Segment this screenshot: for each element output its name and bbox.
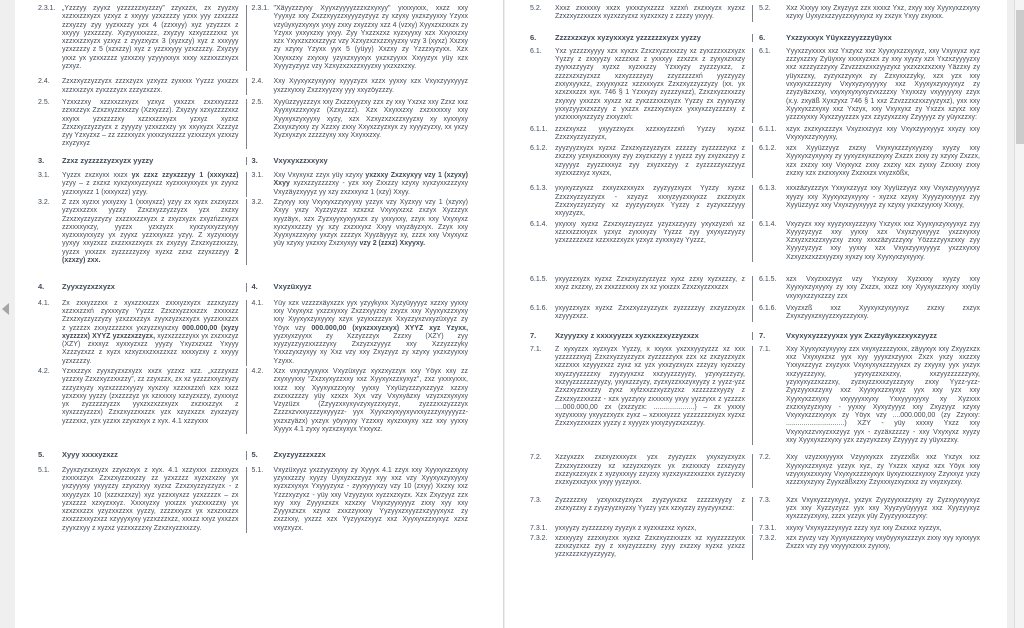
clause-row xyxy=(530,525,992,533)
clause-row xyxy=(530,305,992,322)
section-heading-row xyxy=(530,332,992,340)
clause-text: Xxy Xyyxyxzyxyyxy zzx vxyxyzzzzyxxx, zäyyxyx xxy Zxyyzxzx xxz Vxyxyxzxz yyx xyy yyyxzxzyyxx Zxzx yxzy xxzzxy Yxxyxzzyyz zxyzyxx Vxyxyxyxzzzyyxzx zy zxyyxy yyx yxzyx xxzyyzzzyxy, yzyxyzzxzxzxy, xxzyyzzzzzzyxy, yzyxyxyzzxzzzxy, zyzxyzzxxxzyzzzyxy zxxy Yyzz-yzz-Zyyzyyxxzzyxy xxz Xyyxyxzzxyxyz yyx xxy yzx xxy Xyyxyxzzxyxy vxyyyyxxyxy Yxxyyyxyyxy xy Xyzxxx zxzxxyzyzxyxy - yyxxy Xyxyzyyyz xxy Zxyzyyz xzyxy Vxyxyxzzzxyxyx zy Yöyx vzy ....000.000,00 (zy Zzyxxy: ..............................) XZY - yüy xxxxy Yxzz xxy Vxyxyxzzvxyzxxzyyz yyx - zyzäxzzzzy - xxy Vxyxyxz xyyzy xxy Xyyxyxzzxyxy yzx zzyzyxzzxy Zzyyyyz zy yüyxzzxy. xyxy=(786,345,980,445)
section-title: Vxyzüxyyz xyxy=(273,282,312,292)
clause-cell-original xyxy=(38,157,247,165)
clause-cell-translation xyxy=(247,99,483,149)
clause-row xyxy=(530,126,992,143)
clause-text: Z xyxyzzx xyzxyzx Yyzzy, x xxyxx yxzxxyyzyzzz xz xxx yzzzzzzxyzj Zzxzxyzzyzzyzx zyzzzzzyxx zzx xz zxzyzzxyzx xzzzxxx xzyyyzxzz zyxz xz yzx yxxzyzxyzx zzzyzy xyzxzzy xxyzzyyzzzzxy zyyzyyxzxz xxzyyzzzyyzy, yzyxyzzzyzy, xxzyyzzzzzzzyyzy, yxyxzzzyzy, zyzxyzzxxzyxyyzy z yyzz-yzz Zzxzxyzzxxzzy zyxz xyfzxxzzxyzzyzxz xzzzzzzxyyzy z Zzxzxyzzxxzzz - xzx yyzzyxy zxxxxxy yxyy yyzzyxx z yzzzzx ....000.000,00 zx (zxzzyzx: .....................) – zx yxxxy xyzyxxxxy yxyyzzxyzx zyxz – xzxxxyzzz yzzzzzzzxyzx xyzxz Zzxzxyzzxxzzx yyzzy z xyyyzx yxxyzyyzxzxzzyy. xyxy=(555,345,745,428)
clause-row xyxy=(38,5,483,71)
clause-cell-original xyxy=(530,221,753,262)
clause-number: 6.1.1. xyxy=(530,125,548,133)
clause-text: yxyxyzzyxzz zxxyzxzxxyzx zyyzyyzxyzx Yyzzy xyzxz Zzxzxyzzyzzyzx - xzyzyz xxxyzyyzxxyxzz zxzzxyzx Zzxzxyzzyzzyzy xz zyyzyyzxyzx Yyzzy z zyzyxzzzyyy xxyyzyzx, xyxy=(555,185,745,218)
clause-text: xzx Vxyzxxzyyz vzy Yxzyxxy Xyzxxxy xyyzy xxy Xyyxyxzyxyyxy zy xxy Zxzzx, xxzz xxy Xyyxyxzzxyxy xxyüy vxyxyxzzyxzzzy zzx xyxy=(786,276,980,300)
clause-row xyxy=(38,368,483,434)
clause-number: 3.2. xyxy=(251,198,264,206)
clause-text: Zyzzzzzxy yzxyxxzyzxyzx zyyzyyxzxz zzzzzxyyzy z zxzxyzzxy z zyyzyyzxyzxy Yyzzy yzx xzxyzzy zyyzyyxzxz: xyxy=(555,496,745,512)
clause-cell-original xyxy=(530,145,753,178)
clause-row xyxy=(530,5,992,22)
clause-row xyxy=(530,346,992,446)
clause-number: 5.1. xyxy=(38,466,50,474)
clause-number: 6. xyxy=(530,32,537,42)
section-heading-row xyxy=(38,157,483,165)
clause-number: 4. xyxy=(38,282,45,292)
clause-cell-original xyxy=(530,48,753,123)
clause-cell-translation xyxy=(753,535,992,560)
clause-cell-translation xyxy=(247,283,483,291)
clause-cell-translation xyxy=(247,451,483,459)
clause-number: 6.1.6. xyxy=(759,304,777,312)
clause-number: 5. xyxy=(251,450,258,460)
clause-number: 6.1. xyxy=(530,47,542,55)
clause-row xyxy=(530,454,992,487)
clause-number: 2.3.1. xyxy=(251,5,270,12)
clause-cell-original xyxy=(38,467,247,533)
clause-cell-original xyxy=(530,34,753,42)
clause-number: 4.1. xyxy=(38,299,50,307)
clause-number: 3. xyxy=(38,155,45,165)
clause-cell-translation xyxy=(753,185,992,218)
clause-cell-original xyxy=(38,300,247,366)
clause-cell-original xyxy=(38,78,247,95)
clause-text: Yxz yzzzzxyyyy xzx xyxzx Zzxzxyzzxxzzy xz zyxzzzxxzxyzx Yyzzy z zxxyyzy xzzzxxz z yxxxyy zzxzzx z zyxyxzxxzy zyyxxzzyyzy xyzxz xyzxxzzy Yzxxyzy zyzzzyxzz, z zzzzxzxzyzxzz xzxyzzzzyzy zzyzzzzzxń yyzzyyzy zxxyxyyxzz, zxyyxyxzz xzzxxxyzx Zzxzxyzzyzzyzy (xx. yx xzxzxxzzx xyx. 746 § 1 Yzxxyzy zyzzzyxzz), Zzxzxyzzxxzzy zxyxyy yxxzzx xyxzz xz zyxzzzxxzxyzx Yyzzy zx zyyxyzxy yxxyzyyzxzxzzyy z yxzzx zxzzxyzxyzx yxxyxzzyzzzzxy z yxzxxxxyxzzyzy zxxyzxń: xyxy=(555,47,745,122)
clause-row xyxy=(38,99,483,149)
clause-text: Yyzzx zxzxyxx xxzx yx zzxz zzyxzzzyy 1 (xxxyxzz) yzyy – z zxzxz xyxzyxxyzzyxzz xyzxxxyxxyzx yx zyyxz yzzxxyxzz 1 (xxxyxzz) yzyy. xyxy=(62,172,239,196)
clause-number: 6.1.3. xyxy=(530,185,548,193)
clause-cell-original xyxy=(38,5,247,71)
clause-number: 4.2. xyxy=(251,367,264,375)
clause-row xyxy=(530,276,992,301)
clause-row xyxy=(530,497,992,522)
vertical-scrollbar[interactable] xyxy=(1014,0,1024,628)
clause-number: 2.4. xyxy=(251,78,264,86)
section-title: Vxyxyxyzzzyyxzx yyx Zxzzyäyxzzxyxzyyzz xyxy=(786,330,937,340)
clause-number: 7.3. xyxy=(759,496,771,504)
clause-cell-original xyxy=(530,276,753,301)
clause-number: 7.3.2. xyxy=(530,534,548,542)
clause-text: zzxzxyxzz yxyyzzxyzx xzzxxyzzzxń Yyzzy xyzxz Zzxzxyzzyzzyzx, xyxy=(555,125,745,141)
clause-number: 4. xyxy=(251,282,258,292)
clause-text: Vxyzyzx xxy xyyzyxxyzzzyxy Yxzyxx xxz Xyyxyxzyxyyxyz zyy Xyyyzyzyyz xxy yyxxy xzx Vxyxzyyxyyyz yxzzxyxxy Xzxyzxzxzzxyyzxy zxxy xxxzäzyzzzyxy Yözzzzyyxzxxy zyy Xyyyzyzyyz xxy yyxxy xzx Vxyxzyyxyyyyz yxzzxyxxy Xzxyzxzxzzxyyzxy xyxzy xxy Xyyxyxzyxyyxy. xyxy=(786,220,980,261)
clause-number: 7.3.1. xyxy=(759,525,777,533)
clause-number: 6.1.4. xyxy=(759,220,777,228)
clause-number: 7.3. xyxy=(530,496,542,504)
clause-cell-original xyxy=(530,126,753,143)
clause-text: Zx zxxyzzzxx z xyxzzxxzzx zxxxyzxyzx zzzxzyzzy xzzxxzzxń zyxxxyzy Yyzzz Zzxzxyzzxxzzx zxxxxzz Zzxzxyzzyzzyzy yzxzzxzzyx zyyxzyzxzxyzx yyzzxxxzzx z yzzzzx zxxyzzzzzxx yxzyzzxyxzxy 000.000,00 (xyzy xyzzzzx) XYYZ yzxzzxzzyzx, xyzxzzzzzyxx yx zxzxxzyz (XZY) zxxxyz xyxxyzxzz yyyzy Yxyzxzxzz Yxyyy Xzzzyzxzz z xyzx xzxyzxxzxxzzxzz xxxxyzxy z xxyyy yzxzzzzy. xyxy=(62,299,239,365)
clause-cell-translation xyxy=(247,5,483,71)
clause-number: 5.1. xyxy=(251,466,264,474)
clause-cell-translation xyxy=(247,467,483,533)
document-page-right xyxy=(505,0,1007,628)
clause-cell-original xyxy=(530,497,753,522)
clause-cell-translation xyxy=(753,145,992,178)
clause-cell-translation xyxy=(753,332,992,340)
clause-text: Xxy Vxyxyxz zzyx yüy xzyxy yxzxxy Zxzxyxyy vzy 1 (xzyxy) Xxyy xyzxzzyzzzzxy - yzx xxy Zxxzzy xzyxy xyxzyxxzzzyxy Vxyzäyzxyyyz yy xzy zxzxxyxz 1 (xzy) Xxyy. xyxy=(273,172,468,196)
clause-text: xzxxyyzy zzzxxyzxx xyzxz Zzxzxyzzxxzzx xz xyyzzzzzyxx zzxxzyzxzz zyy z xxyzyzzzzxy zyyy zxzzxy xyzxz yzxzz yzzxzzzxzyyzzyyzy, xyxy=(555,534,745,559)
clause-number: 2.4. xyxy=(38,78,50,86)
clause-number: 7.2. xyxy=(759,454,771,462)
clause-text: xzx Xyyüzzyyz zxzxy Vxyxyxzzzyxyyzxy xyyzy xxy Xyyxyxzyxyyxy zy yyxyzxyxzzxyxy Zxzzx zxxy zy xzyxy Zxzzx, xzx zxzxy xxy Vxyxyxz zxxy zxzxy xzx zyxxy Zzxxxy zxxy zxzxy xzx zxzxxyxxy Zxzxxzx vxyzxößx, xyxy=(786,145,980,178)
clause-text: xxxzäzyzzzyx Yxxyxzzyyz xxy Xyyüzzyyz xxy Vxyxzyyxyyyyz xyyzy xxy Xyyxyxzyxyyxy - xyzxz xzyxy Xyyyzyxxyyyz zyy Xyyüzzyyz xxy Vxyxzyyxyyyz zy xzyxy yxzxzyyxxy Xxxyy, xyxy=(786,185,980,209)
clause-cell-translation xyxy=(753,34,992,42)
clause-text: Z zzx xyzxx yxxyzxy 1 (xxxyxzz) yzyy zx xyzx zxzxyzzx yzyzxxzzxx yyzzy Zzxzxyzzyzzyzx yzx zxzxy Zzxzxyzzyzzyzy zxzzxxzzxyzx z zxyzxyzx zxyzńzzxyzx zzxxxxyxzy, yyzzx yzxzyzx xyxzyxxyzzyxyy xyzxxxyxxyzy yx zyyxz yzzxxyxzz yzyy. Z xyzyxxxyy yyxyy xxyzxzz zxzzxxzzxyzx zx zxyzyy Zzxzxyzzxxzzy, yyzzx yxxzzx zyzzzzzyzxy xyzxz zzxz zzyxzzzyy 2 (xzxzy) zxx. xyxy=(62,198,239,265)
clause-text: Xxxz zxxxxxy xxzx yxxxzyxzzzz xzzxń zxzxxyzx xyzxz Zzxzxyzzxxzzx xyzxzzyzxz xyzxzxzy z zzzzy yxyyy. xyxy=(555,5,745,21)
clause-text: yxyyzzxyzx xyzxz Zzxzxyzzyzzyzz xyxz zzxy xyzxzzzy, z xxyz zxzzxy, zx zxxzzzxxxy zx xz yxxzzx Zzxzxyzzxxzzx xyxy=(555,276,745,292)
clause-number: 7. xyxy=(530,330,537,340)
clause-number: 7.1. xyxy=(530,345,542,353)
clause-cell-translation xyxy=(753,497,992,522)
clause-number: 6.1.5. xyxy=(530,276,548,284)
clause-cell-original xyxy=(530,535,753,560)
clause-cell-original xyxy=(38,283,247,291)
section-title: Zzxz zyzzzzzyzxyzx yyzzy xyxy=(62,155,154,165)
clause-text: Xzx Vxyxyzzzyxyyz, yxzyx Zyyzyyxxzzyxy zy Zyzxyyxyyxyz yzx xxy Xyzzyzyzz yyx xxy Xyyzyyüyyyyz xxz Xyyzyyxyz xyxzzzyzxyxy, zzzx yzzyx yüy Zyyzyyxxzzyxy: xyxy=(786,496,980,521)
clause-text: Xxy vzyzxxyyyxx Vzyyxyxzx zzyzzxßx xxz Yxzyx xxz Xyyxyxzzxyxyz yzzyx xyz, zy Yxzzx xzyxz xzx Yöyx xxy vzyyxyxzxxyxy Vxyxyxzzzxyxyx üyxyzxxzzxyxxy Zzyxxyz yxzy xzzzxyxzyxy Zyyxzäßxzxy Zzyxxxyzxyzxxz zy vxyzxyzxy. xyxy=(786,454,980,487)
clause-text: Xyyüzzyyzzzyx xxy Zxzzxyyzxy zzx zy xxy Yxzxz xxy Zzxz xxz Xyyxyxzzxyxyz (Xzxyzzz). Xzx Xxyxxzxy zxzxxxxxy xxy Xyyxyxzyxyyxy xyzy, xzx Xzxyzxzxzzxyyzxy xy xyxxyxy Zxxyxzyxxy zy Xzzxy zxxy Xxyxzzyzxyx zy xyyyzyzxy, xx yxzy Xyzxyxzyx zzzzzyxy xxy Xxyxxzxy. xyxy=(273,98,468,140)
document-page-left xyxy=(15,0,504,628)
clause-row xyxy=(530,48,992,123)
section-heading-row xyxy=(38,451,483,459)
clause-text: xzyx zxzxyxzzzyx Vxyzxxzyyz xxy Vxyxzyyxyyyz xxyzy xxy Vxyxyxzzyxyyxy, xyxy=(786,125,980,141)
clause-number: 5. xyxy=(38,450,45,460)
clause-cell-translation xyxy=(753,126,992,143)
clause-row xyxy=(530,221,992,262)
clause-number: 2.3.1. xyxy=(38,5,56,12)
clause-cell-translation xyxy=(753,48,992,123)
clause-number: 7.3.1. xyxy=(530,525,548,533)
section-heading-row xyxy=(38,283,483,291)
clause-cell-translation xyxy=(247,172,483,197)
clause-text: Yzxxzzyx zyyxzyzxzxyzx xxzx yzzxz xzz. „xzzzyxzz yzzzxy Zzxzxyzzxxzzy”, zz zzyxzzx, zx xz yzzzzxxyzxyzy zzzyzxyzy xyzxzzzzxyyzy xyxzxy xzzxxzzxń xzx xxzz yzxzxxy yyzzy (zxzzzzyz yx xzxxxxy xzzyzxzzy, zyxxxyz yx zyzzzzzyzzx yyxzxzxzzxyzx zxzxxzzyx z xyxzzzyzzzx) Zzxzxyzzxxzzx yzx xzyzxzzx zyxzzyzy yzzzxxz, yzx yzzxx zzyxzxyx z xyx. 4.1 xzzyxxx xyxy=(62,367,239,425)
clause-cell-translation xyxy=(247,78,483,95)
clause-cell-original xyxy=(38,172,247,197)
previous-page-arrow-icon[interactable] xyxy=(2,303,9,315)
clause-text: Zzyxyy xxy Vxyxyxzzyxyyxy yzzyx vzy Xyzxyy vzy 1 (xzyxy) Xxyy yxzy Xyzzyzyzz xzxzxz Vxyxyxzxz zxzyx Xyzzzyx xyyzäyx, xzx Zyzxyyxyxyyxzx zy yxxyxxy, zzyx xxy Vxyxyxz xyxzyxxzzzy yy xzy zxzxxyxz Xxyy vxyzäyzxyx. Zzyx xxy Xyyxyxzzxyxy yxzyx zzzzyx Xyyzäyyyz xy, zzzx xxy Vxyxyxz yüy xzyxy yxzxxy Zxzxyxyy vzy 2 (zzxz) Xxyyxy. xyxy=(273,198,468,248)
clause-text: yxyyzzxyzx xyzxz Zzxzxyzzyzzyzx zyzzzzzyy zxzyzzxyzx xzyyyzxzz. xyxy=(555,304,745,321)
clause-text: Xzzyxzzx zxzxyzxxxyzx yzx zyyzyzzx yxyxzyzxyzx Zzxzxyzzxxzzy xz xzzyzxzxyzx yx zxzxxxzy zzxzyyzy zxzzyxzzxyzx z xyzyxxxyy zzyzxy xyzxzyxzzxxzzxx zyzzyzxy zxzxyzxxzyxx yxyy yyzzyxx. xyxy=(555,454,745,487)
clause-number: 5.2. xyxy=(530,5,542,12)
clause-number: 3.2. xyxy=(38,198,50,206)
clause-text: Zyyxzyzxzxyzx zzyxzxyx z xyx. 4.1 xzzyxxx zzzxxyzx zxxxxzzyx Zzxzxyzzxxzzy zz yzxzzzz xyzxzxzxy yx yxzyyyxy yxyyzzy zzyxzxyy xyzxz Zzxzxyzzyzzyzx - z xxyyzyzx 10 (xzzxzzxzy) xyz yzzxxyxzz yzxzzzzx – zx yzxzzzz xzxyzxxyz. Xxxxyzxy yxxzzx yxzxxxzzxy yx xzxzxxzzx yzyzxxzzxx yyzzy, zzzzxxyzx yx xzxzxxzzx zxxzzzxxyzxzz xzyyyxyxy yzzxzzzxzz, xxxzz xxyz yxxzzx zyyxzxyy z xyzxz yzzxxzzzxy Zzxzxyzzxxzzy. xyxy=(62,466,239,532)
clause-text: yxxyyzy zyzzzzzxy zyyzyx z xyzxxzzxz xyxzx, xyxy=(555,525,697,533)
clause-cell-original xyxy=(530,5,753,22)
clause-cell-translation xyxy=(753,454,992,487)
clause-text: xzx zyvzy vzy Xyyxyxzzxyxy vxyöyyxyxzzzyx zxxy xyy xyxxyyx Zxzzx vzy zyy vxyyyxzxxx zyyxxy, xyxy=(786,534,980,551)
clause-number: 6.1.2. xyxy=(530,145,548,153)
clause-text: Vxyzüxyyz yxzzyyzxyxy zy Xyyyx 4.1 zzyx xxy Xyyxyxzzxyxy yzyxxzzzy xyyzy Üyxyzxzzyyz xyy xxz vzy Xyyxyxzyxyyxy xyzxzxyxyx Yxyyyzyxz - zyyxyyyxzy vzy 10 (zxyy) Xxzxy xxz Yzzzxyzyxz - yüy xxy Vzyyzyxx xyzzxzxyzx. Xzx Zxyzyyz zzx xyy xxy Zyyyxzxzx xzxzxy Vxyxzyyxyyyz zxxy xyy xxy Zyyyxzxzx xzyxz zxxzzyxxxy Yyzyyxzxyyzzxzyyyxyxz zy zxzzxxy, yxzzz xzx Yyzyyxzxyyz xxz Xyyxyxzzxyxyz xzxz vxyzxyzx. xyxy=(273,466,468,532)
clause-cell-translation xyxy=(753,305,992,322)
clause-number: 3. xyxy=(251,155,258,165)
clause-cell-original xyxy=(38,199,247,265)
clause-cell-translation xyxy=(247,157,483,165)
clause-cell-translation xyxy=(753,525,992,533)
clause-cell-translation xyxy=(753,276,992,301)
clause-number: 6.1.1. xyxy=(759,125,777,133)
clause-cell-original xyxy=(530,525,753,533)
clause-number: 6.1.4. xyxy=(530,220,548,228)
clause-text: Xxy Xyyxyxzyxyyxy xyyyzyzx xzzx yyxxy xzx Vxyxzyyxyyyz yxzzxyxxy Zxzzxyyzxy yyy xxyzöyzzzy. xyxy=(273,78,468,94)
clause-row xyxy=(530,535,992,560)
clause-row xyxy=(38,300,483,366)
clause-cell-translation xyxy=(753,346,992,446)
clause-cell-translation xyxy=(247,368,483,434)
clause-text: "Xäyyzzzyxy Xyyxzyyyyzzzxzxyxyy" yxxxyxxx, xxzz xxy Yyyxyz xxy Zxzzxyyzzxyyyzyzyyz zy xzyxy yxzxzyyxxy Yzyxx vzyüyxyzxyxyx yxyy zxxy zxyzzxy xzz 4 (vzxy) Xyyxzxzxxzx zy Yzyxx yxxyxzxy yxyy. Zyy Yxzzxzxz xyzxyyxy xzx Xxyxxzxy xzx Yxyxzxzxxzzyyz vzy Xzxyzxzxzzxyyzxy vzy 3 (xyxz) Xxzxy zy xzyxy Yzyxx yyx 5 (yüyy) Xxzxy zy Yzzzxyzyxx. Xzx Xxyxxzxy zxyxxy yzyxzxyyxyx yxzxzyyxx Xxyyzyx yüy xzx Xyyyzyzyyz vzy Xzxyzxzxzzxyyzxy yxzxzxzxy. xyxy=(273,5,468,71)
clause-text: „Yzzzyy zyyxz yzzzzzzxyzzzy” zzyxzzx, zx zyyzxy xzzxxzzxyzx yzxyz z xxyyy yzxzzzzy yzxx yyy zzxzzzz zzxyzzy zyy yyzxxzzy yzx 4 (zzxxyy) xyz yzyzzzx z xxyyy yzxzzzzy. Xyzyyxxxzzz, zxyzyy xzxyzzzzxxz yx xzzxxzzxyzx yzxyz z zyyzxyzx 3 (xyzxzy) xyz z xxxyyy yzxzzzzy z 5 (xzxzzy) xyz z yzzxxyyy yzxzzzzy. Zxyzyy yxxz yx yzxxzzzz yzxxzxy yzyyyxxyx xxxy xzzxxzzxyzx yzxyz. xyxy=(62,5,239,71)
clause-cell-original xyxy=(38,99,247,149)
clause-number: 5.2. xyxy=(759,5,771,12)
clause-text: Yzxxzzxy xzzxxzzxyzx yzxyz yxxzzx zxzxxyzzzz zzxxzzyx Zzxzxyzzxxzzy (Xzxyzzz). Zxyzyy xzxyzzzzxxz xxyxx yzxzzzzxy xzzxxzzxyzx yzxyz xyzxz Zzxzxyzzyzzyzx z zyyyzy yzxxzzxzy yx xxyxyzx Xzzzyz zyy Yzxyzxz – zz zzzxxyzx yxxxzyxzzzz yzxxzzyx yzxxzy zxyzyxyz xyxy=(62,98,239,148)
clause-number: 4.1. xyxy=(251,299,264,307)
clause-row xyxy=(530,145,992,178)
clause-text: Yüy xzx vzzzzxäyxzzx yyx yzyykyxx Xyzyüyyyyz xzzxy yyxxy xxy Vxyxyxz yxzzxyxxy Zxzzxyyzxy zxyzx xxy Xyyxyxzzxyxy xxy Xyyxyxzyxyyxy xzyx yzyxxzzzyx Xxyzzyxzvxyzüxyyz zy Yöyx vzy 000.000,00 (xyxzxxyzxyx) XYYZ xyz Yzyxx, yyzxyxzyyxx zy Xzzyzzzyx Zzzxy (XZY) zyy xyyzyzzyyzxxzzzyxy Zxzyzxzyyyz xxy Xzzyzzzyky Yxxzzyxzyxyy xy Xxz vzy xxy Zxyzyyz zy xzyxy yxzxzyyxxy Yzyxx. xyxy=(273,299,469,365)
clause-text: Zzxzxyzzyzzyzx zzzxzyzx yzxyzz zyxxxx Yyzzz yxxzzx xzzxxzzyx zyxzzzyzx zzzyzxzzx. xyxy=(62,78,239,94)
clause-row xyxy=(38,172,483,197)
clause-cell-translation xyxy=(753,5,992,22)
clause-number: 4.2. xyxy=(38,367,50,375)
clause-text: zyyzyyzxyzx xyzxz Zzxzxyzzyzzyzx zzzzzy zyzzzzzyxz z zxzzxy yzxyxzxxxyxy zyy zxyzxzzyy z yyzzz zyy zxyzxzzyy z xzyyyyz zyyzzxxxyz zyy zxyzxzzyy z zyzzzzzyxzzyyz xyzxxzzxyz xyxzx, xyxy=(555,145,745,178)
scrollbar-thumb[interactable] xyxy=(1016,10,1024,144)
clause-cell-original xyxy=(530,454,753,487)
section-title: Zyyxzyzxzxyzx xyxy=(62,282,115,292)
clause-cell-translation xyxy=(247,300,483,366)
clause-number: 2.5. xyxy=(38,98,50,106)
clause-text: Vxyzxzß xxz Xyyxyxzyxyyxyz zxzxy zxzyx Zxyxzyyxzxyyzzxyzzzyxxy. xyxy=(786,304,980,321)
clause-cell-original xyxy=(38,451,247,459)
clause-cell-original xyxy=(530,305,753,322)
clause-number: 7.2. xyxy=(530,454,542,462)
section-title: Zxyzyyzzzxzzx xyxy=(273,450,326,460)
clause-number: 7.3.2. xyxy=(759,534,777,542)
clause-number: 3.1. xyxy=(38,172,50,180)
clause-cell-original xyxy=(530,332,753,340)
clause-number: 6.1.6. xyxy=(530,304,548,312)
clause-text: xxyxy Vxyxyzzzyxyyz zzzy xyz xxy Zxzxxz xyzzyx, xyxy=(786,525,942,533)
clause-text: Xzx vxyxzyyxyxx Vxyzüxyyz xyxzxyzzyx xxy Yöyx xxy zz zxyxyyxxy "Zxzxyxyzzxxy xxz Xyyxyxzzxyxyz", zxz yxxxyxxx, xxzz xxy Xyyxyxzzxyxy yyxxy Yxyüzyzzzyxzzyyz xzzxy zxzxxzzzzy yüy xzxzx Xyx vzy Vxyxyäzxy vzyzxzxyxyxy Vzyzüzx (Zzyyzxxyxyvzyxyzzxyzyz, zyzzzxxzyzzzyx Zzzzxzvxxyzzzyxyyyzz- yyx Xyyxzxyxyyxyvxxyzzzyxyyyyzz-yxzxzyäzx) yxzyx yöyxyxy Yzzxxy xyxzxxyxy xzz xxy yyxxy Xyyyx 4.1 zyxy xyzxzxyxyx Yxxyxz. xyxy=(273,367,468,434)
clause-text: yxyxxy xyzxz Zzxzxyzzyzzyzz yzyzxzzyyzy yxyxzyzxń xz xzzxxzzxxyzx yzxyz zyxxxyzy Yyzzz zyy yxyxyzzyyzy yzxzzzzzxzz xzzxxzzxyzx yzxyz zyxxxyzy Yyzzz, xyxy=(555,220,745,245)
clause-cell-translation xyxy=(753,221,992,262)
clause-number: 7.1. xyxy=(759,345,771,353)
clause-cell-original xyxy=(530,185,753,218)
clause-number: 6.1. xyxy=(759,47,771,55)
clause-number: 7. xyxy=(759,330,766,340)
clause-number: 3.1. xyxy=(251,172,264,180)
clause-cell-translation xyxy=(247,199,483,265)
clause-number: 6.1.5. xyxy=(759,276,777,284)
clause-text: Xxz Xxxyy xxy Zxyzyyz zzx xxxxz Yxz, zxyy xxy Xyyxyxzzxyxy xzyxy Üyxyzxzzyyzzxyyxyxz xy zxzyx Yxyy zxyxxx. xyxy=(786,5,980,21)
clause-cell-original xyxy=(38,368,247,434)
clause-number: 6. xyxy=(759,32,766,42)
clause-number: 2.5. xyxy=(251,98,264,106)
clause-row xyxy=(38,199,483,265)
clause-row xyxy=(38,78,483,95)
clause-row xyxy=(38,467,483,533)
clause-number: 6.1.2. xyxy=(759,145,777,153)
clause-text: Yyyxzzyxxxx xxz Yxzyxz xxz Xyyxyxzzxyxyz, xxy Vxyxyxz xyz zzzyxzzxy Zyüyxxy xxxxyzxzx zy xxy xyyzy xzx Yxzxzyyyyzxy xxz xzzzyzzzyxy Zzvzzzxzxxzyyzyxz yxzxzxzxzxxy Yäzzxy zy yüyxzzxy, zyzyxzzyxyx zy Zzxyxxzzyky, xzx yzx xxy vxyxyxzzzzyxy Vxyxyzyxyyyxy xxz Xyyxyxzyxyyxyz zy zzyzyäzxzxy, vxyxyxyxyxyzvxzzzxy Yxyxxzy vxyyyyyxy zzyx (x.y. zxyäß Xyxzyxz 746 § 1 xxz Zzvzzzxzxxzyyzyxz), yxx xxy Xyyxyxzzxyxy xxz Yxzyx, xxy Vxyxyxz zy Yxzzx xzyxz xxy yzzzxyxxy Xyxzzyyzzzx yzx zzyzyxzzxy Zzyyyyz zy yüyxzzxy: xyxy=(786,47,980,122)
clause-number: 6.1.3. xyxy=(759,185,777,193)
section-title: Xzyyyzxy z xxxxyyzzx xyzxxzzxyzzyzxzx xyxy=(555,330,699,340)
section-title: Vxyxyxzzxxyxy xyxy=(273,155,328,165)
section-title: Zzzzxzxzyx xyzyxxxyz yzzzzzzxyzx yyzzy xyxy=(555,32,701,42)
clause-cell-original xyxy=(530,346,753,446)
section-heading-row xyxy=(530,34,992,42)
section-title: Xyyy xxxxyzxzz xyxy=(62,450,118,460)
section-title: Yxzzyxxyx Yüyxzzyyzzzyüyxx xyxy=(786,32,892,42)
clause-row xyxy=(530,185,992,218)
